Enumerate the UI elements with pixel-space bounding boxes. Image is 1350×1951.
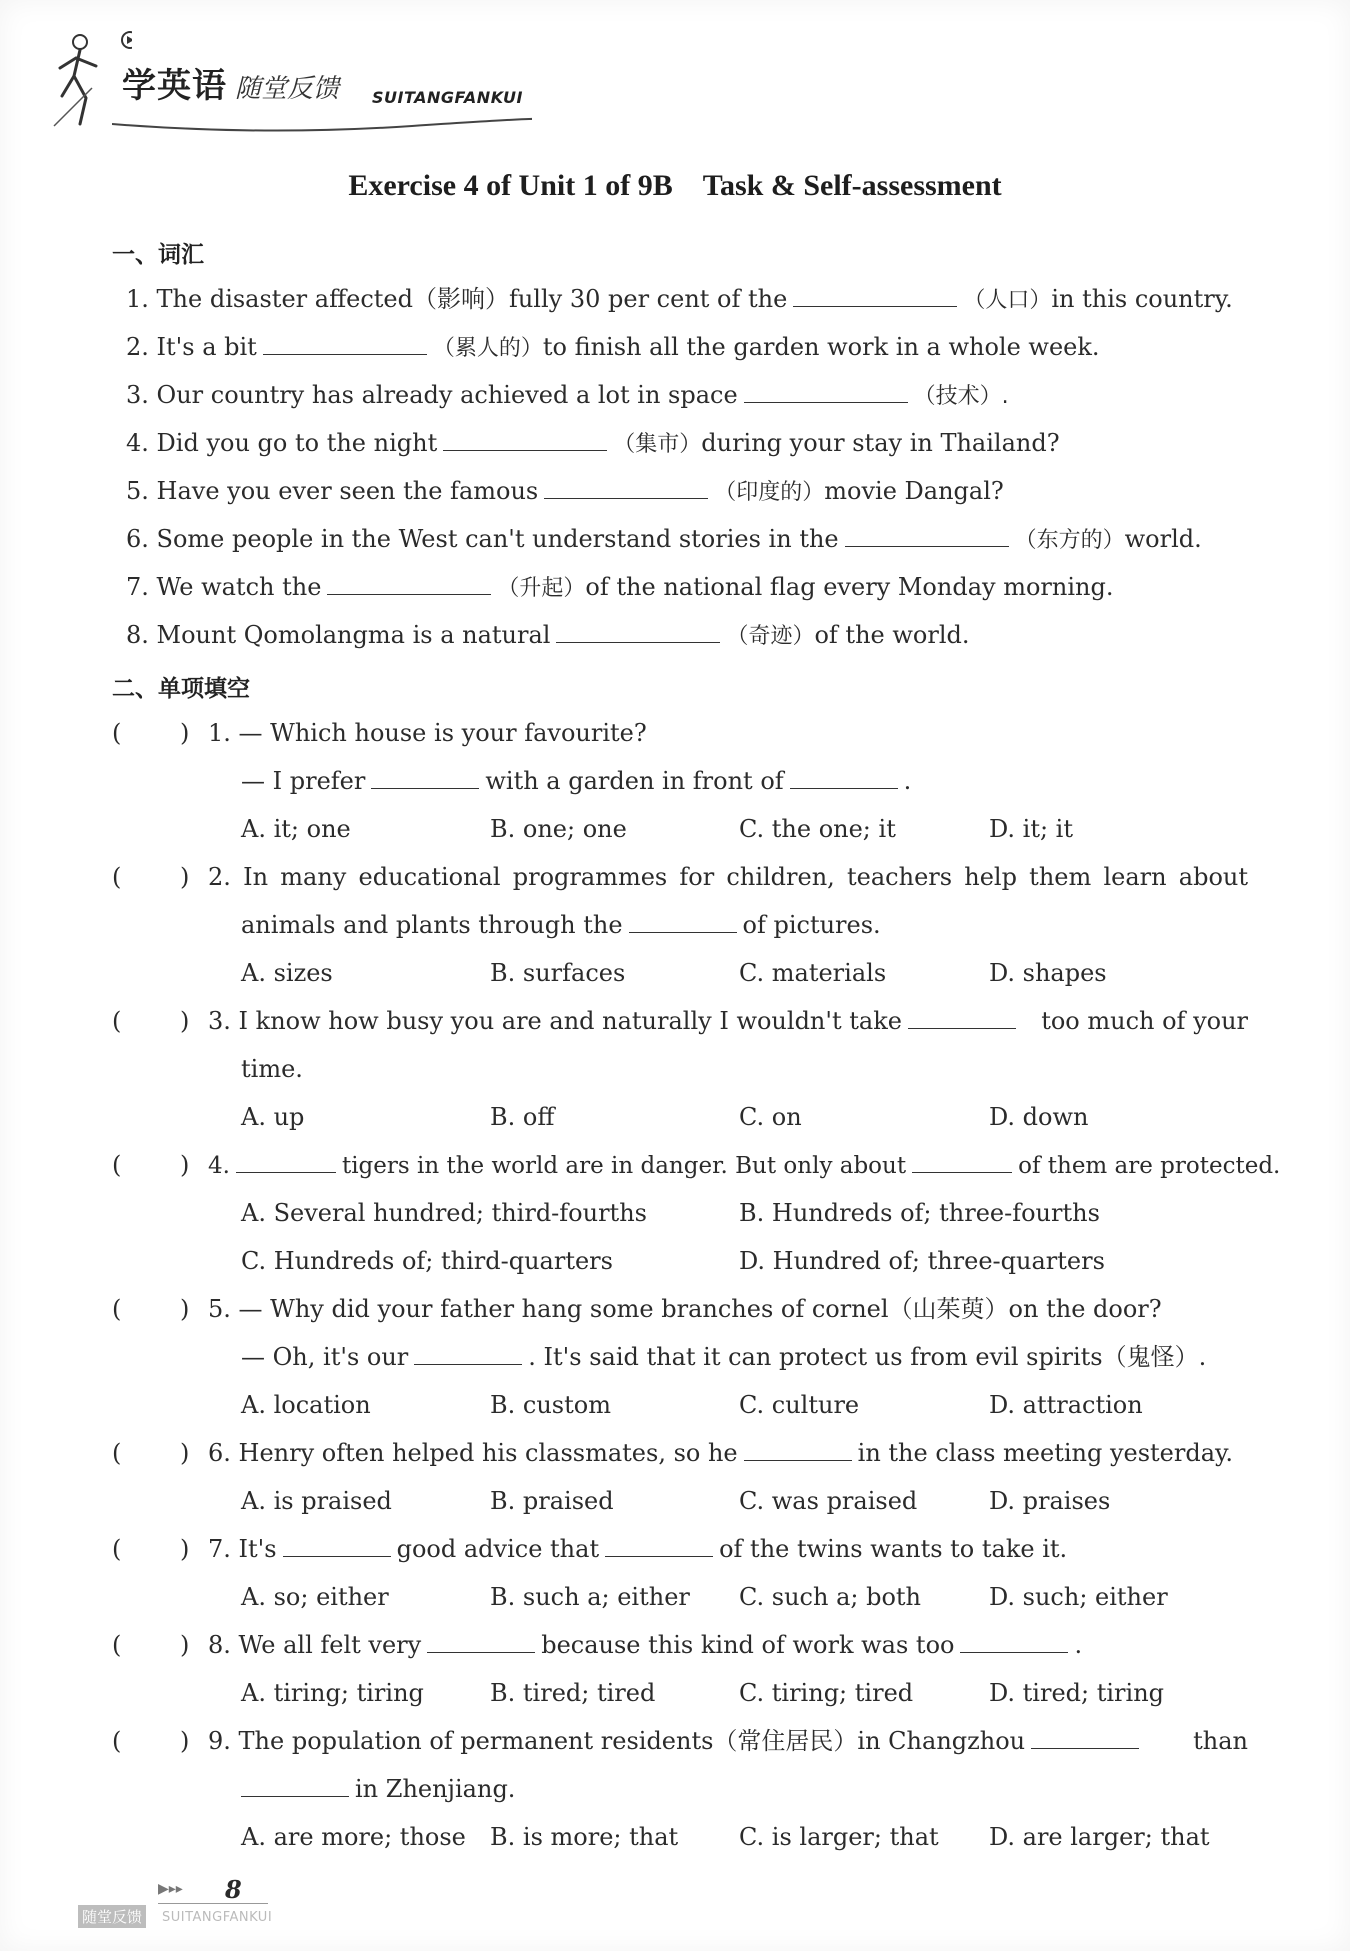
answer-blank[interactable] xyxy=(1031,1726,1139,1749)
option-a: A. up xyxy=(241,1103,305,1131)
answer-blank[interactable] xyxy=(960,1630,1068,1653)
logo-title-en: SUITANGFANKUI xyxy=(372,88,523,107)
answer-paren-1[interactable]: ( ) xyxy=(112,719,190,747)
option-c: C. Hundreds of; third-quarters xyxy=(241,1247,613,1275)
vocab-item-8-hint: （奇迹） xyxy=(726,624,815,649)
option-a: A. are more; those xyxy=(241,1823,466,1851)
vocab-item-3 xyxy=(126,380,1009,412)
section-heading-multiple-choice: 二、单项填空 xyxy=(112,676,250,702)
question-2: 2. In many educational programmes for children, teachers help them learn about xyxy=(208,863,1248,891)
question-3-line2: time. xyxy=(241,1055,303,1083)
answer-blank[interactable] xyxy=(912,1150,1012,1173)
vocab-item-3-hint: （技术）. xyxy=(913,384,1009,409)
option-b: B. tired; tired xyxy=(490,1679,656,1707)
answer-blank[interactable] xyxy=(283,1534,391,1557)
option-b: B. custom xyxy=(490,1391,611,1419)
footer-badge: 随堂反馈 xyxy=(78,1905,146,1928)
option-c: C. the one; it xyxy=(739,815,896,843)
question-2-line2: animals and plants through the of pictures. xyxy=(241,911,881,939)
logo-title-main: 学英语 xyxy=(122,66,227,106)
option-d: D. attraction xyxy=(989,1391,1143,1419)
vocab-item-8 xyxy=(126,620,970,652)
option-a: A. so; either xyxy=(241,1583,389,1611)
question-5: 5. — Why did your father hang some branches of cornel（山茱萸）on the door? xyxy=(208,1295,1162,1323)
vocab-item-5-post: movie Dangal? xyxy=(824,477,1004,505)
vocab-item-2-text: 2. It's a bit xyxy=(126,333,257,361)
answer-blank[interactable] xyxy=(908,1006,1016,1029)
vocab-item-4 xyxy=(126,428,1060,460)
option-c: C. materials xyxy=(739,959,887,987)
answer-blank[interactable] xyxy=(427,1630,535,1653)
vocab-item-4-hint: （集市） xyxy=(613,432,702,457)
question-3: 3. I know how busy you are and naturally I wouldn't take too much of your xyxy=(208,1007,1248,1035)
option-d: D. such; either xyxy=(989,1583,1168,1611)
answer-blank[interactable] xyxy=(744,380,908,403)
footer-arrows-icon: ▶▸▸ xyxy=(158,1881,183,1897)
header-logo xyxy=(52,28,552,128)
answer-blank[interactable] xyxy=(263,332,427,355)
answer-blank[interactable] xyxy=(236,1150,336,1173)
option-a: A. is praised xyxy=(241,1487,392,1515)
option-a: A. it; one xyxy=(241,815,351,843)
answer-paren-8[interactable]: ( ) xyxy=(112,1631,190,1659)
vocab-item-8-text: 8. Mount Qomolangma is a natural xyxy=(126,621,551,649)
option-d: D. Hundred of; three-quarters xyxy=(739,1247,1105,1275)
answer-blank[interactable] xyxy=(556,620,720,643)
vocab-item-2-post: to finish all the garden work in a whole week. xyxy=(542,333,1100,361)
vocab-item-2 xyxy=(126,332,1100,364)
option-d: D. tired; tiring xyxy=(989,1679,1165,1707)
vocab-item-3-text: 3. Our country has already achieved a lot in space xyxy=(126,381,738,409)
question-5-line2: — Oh, it's our . It's said that it can protect us from evil spirits（鬼怪）. xyxy=(241,1343,1207,1371)
option-c: C. tiring; tired xyxy=(739,1679,914,1707)
vocab-item-4-text: 4. Did you go to the night xyxy=(126,429,438,457)
vocab-item-4-post: during your stay in Thailand? xyxy=(701,429,1060,457)
option-c: C. such a; both xyxy=(739,1583,922,1611)
vocab-item-6-hint: （东方的） xyxy=(1014,528,1125,553)
question-9-line2: in Zhenjiang. xyxy=(241,1774,515,1804)
question-4: 4. tigers in the world are in danger. But only about of them are protected. xyxy=(208,1150,1280,1181)
option-d: D. down xyxy=(989,1103,1089,1131)
logo-swoosh xyxy=(112,114,532,134)
vocab-item-6-post: world. xyxy=(1124,525,1202,553)
runner-figure-icon xyxy=(52,28,132,128)
vocab-item-1 xyxy=(126,284,1233,316)
page-number: 8 xyxy=(225,1875,242,1904)
option-c: C. on xyxy=(739,1103,802,1131)
option-d: D. praises xyxy=(989,1487,1111,1515)
vocab-item-5-hint: （印度的） xyxy=(714,480,825,505)
option-b: B. one; one xyxy=(490,815,627,843)
vocab-item-5 xyxy=(126,476,1004,508)
question-9: 9. The population of permanent residents（常住居民）in Changzhou than xyxy=(208,1727,1248,1755)
answer-blank[interactable] xyxy=(327,572,491,595)
vocab-item-1-hint: （人口） xyxy=(963,288,1052,313)
answer-blank[interactable] xyxy=(605,1534,713,1557)
option-d: D. shapes xyxy=(989,959,1107,987)
option-c: C. is larger; that xyxy=(739,1823,939,1851)
answer-blank[interactable] xyxy=(241,1774,349,1797)
answer-paren-7[interactable]: ( ) xyxy=(112,1535,190,1563)
option-b: B. is more; that xyxy=(490,1823,679,1851)
question-7: 7. It's good advice that of the twins wants to take it. xyxy=(208,1535,1068,1563)
vocab-item-7-post: of the national flag every Monday morning. xyxy=(585,573,1114,601)
option-c: C. was praised xyxy=(739,1487,918,1515)
answer-blank[interactable] xyxy=(629,910,737,933)
vocab-item-1-post: in this country. xyxy=(1051,285,1233,313)
page-title: Exercise 4 of Unit 1 of 9B Task & Self-assessment xyxy=(348,169,1002,202)
footer-divider xyxy=(158,1903,268,1904)
vocab-item-6-text: 6. Some people in the West can't understand stories in the xyxy=(126,525,839,553)
answer-blank[interactable] xyxy=(845,524,1009,547)
logo-title-sub: 随堂反馈 xyxy=(235,74,340,104)
answer-blank[interactable] xyxy=(544,476,708,499)
question-8: 8. We all felt very because this kind of work was too . xyxy=(208,1631,1083,1659)
footer-brand: SUITANGFANKUI xyxy=(162,1910,273,1925)
option-a: A. sizes xyxy=(241,959,333,987)
answer-blank[interactable] xyxy=(371,766,479,789)
answer-blank[interactable] xyxy=(790,766,898,789)
option-b: B. off xyxy=(490,1103,555,1131)
answer-blank[interactable] xyxy=(414,1342,522,1365)
vocab-item-5-text: 5. Have you ever seen the famous xyxy=(126,477,539,505)
option-b: B. surfaces xyxy=(490,959,626,987)
option-b: B. Hundreds of; three-fourths xyxy=(739,1199,1100,1227)
vocab-item-1-text: 1. The disaster affected（影响）fully 30 per cent of the xyxy=(126,285,788,313)
vocab-item-6 xyxy=(126,524,1202,556)
option-d: D. it; it xyxy=(989,815,1073,843)
answer-paren-3[interactable]: ( ) xyxy=(112,1007,190,1035)
vocab-item-2-hint: （累人的） xyxy=(432,336,543,361)
question-1-line2: — I prefer with a garden in front of . xyxy=(241,767,912,795)
option-a: A. tiring; tiring xyxy=(241,1679,424,1707)
question-1: 1. — Which house is your favourite? xyxy=(208,719,647,747)
vocab-item-7 xyxy=(126,572,1113,604)
answer-paren-9[interactable]: ( ) xyxy=(112,1727,190,1755)
vocab-item-8-post: of the world. xyxy=(814,621,970,649)
question-6: 6. Henry often helped his classmates, so he in the class meeting yesterday. xyxy=(208,1439,1234,1467)
option-d: D. are larger; that xyxy=(989,1823,1210,1851)
option-c: C. culture xyxy=(739,1391,860,1419)
answer-paren-2[interactable]: ( ) xyxy=(112,863,190,891)
answer-blank[interactable] xyxy=(443,428,607,451)
vocab-item-7-text: 7. We watch the xyxy=(126,573,322,601)
section-heading-vocabulary: 一、词汇 xyxy=(112,242,204,268)
answer-paren-6[interactable]: ( ) xyxy=(112,1439,190,1467)
option-a: A. location xyxy=(241,1391,371,1419)
answer-paren-4[interactable]: ( ) xyxy=(112,1151,190,1179)
option-b: B. praised xyxy=(490,1487,614,1515)
answer-paren-5[interactable]: ( ) xyxy=(112,1295,190,1323)
vocab-item-7-hint: （升起） xyxy=(497,576,586,601)
option-b: B. such a; either xyxy=(490,1583,690,1611)
answer-blank[interactable] xyxy=(744,1438,852,1461)
option-a: A. Several hundred; third-fourths xyxy=(241,1199,647,1227)
answer-blank[interactable] xyxy=(793,284,957,307)
